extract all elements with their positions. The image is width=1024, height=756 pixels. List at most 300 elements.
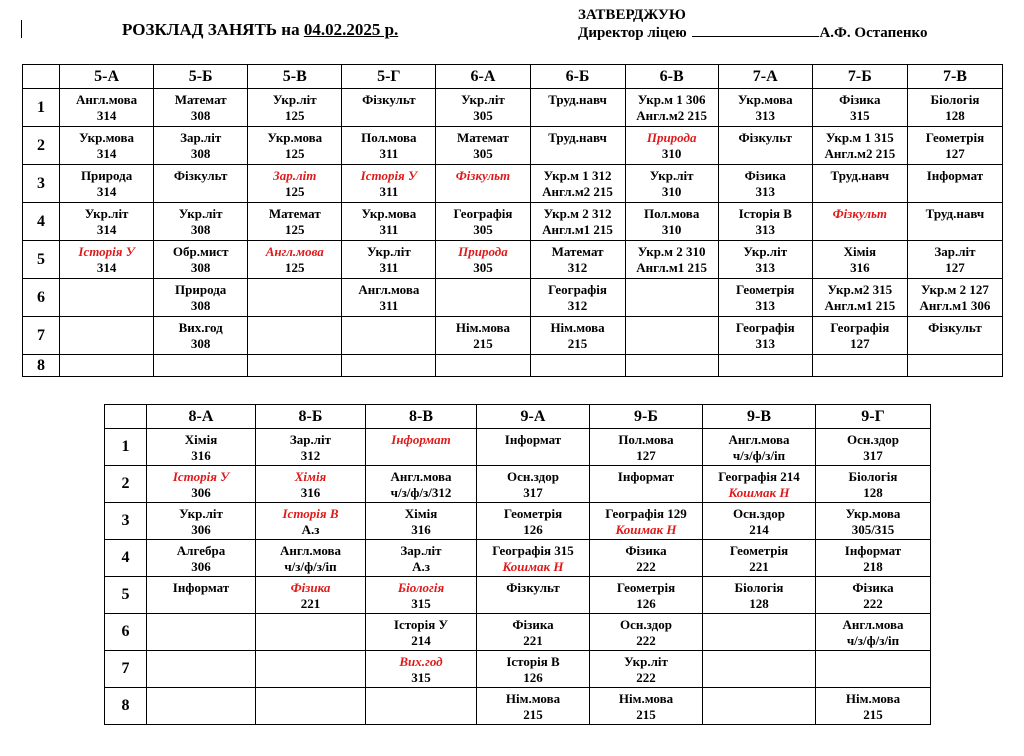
lesson-cell [248, 279, 342, 317]
lesson-cell [816, 540, 931, 577]
room-text: 222 [863, 596, 883, 611]
room-text: 311 [379, 298, 399, 313]
lesson-cell [60, 127, 154, 165]
lesson-cell [907, 279, 1002, 317]
lesson-cell [477, 429, 590, 466]
lesson-row [105, 429, 931, 466]
lesson-cell [907, 241, 1002, 279]
corner-cell [105, 405, 147, 429]
subject-text: Нім.мова [505, 691, 561, 706]
subject-text: Англ.мова [76, 92, 138, 107]
lesson-row [23, 127, 1003, 165]
room-text: 128 [749, 596, 769, 611]
lesson-cell [530, 241, 625, 279]
lesson-cell [342, 127, 436, 165]
room-text: 317 [863, 448, 883, 463]
room-text: 305 [473, 260, 493, 275]
lesson-cell [154, 317, 248, 355]
subject-text: Осн.здор [507, 469, 559, 484]
lesson-cell [590, 577, 703, 614]
room-text: 311 [379, 184, 399, 199]
lesson-cell [248, 355, 342, 377]
lesson-cell [907, 355, 1002, 377]
room-text: 314 [96, 184, 117, 199]
room-text: 310 [661, 184, 682, 199]
lesson-cell [625, 165, 718, 203]
room-text: 316 [411, 522, 431, 537]
signature-line [692, 24, 819, 37]
subject-text: Природа [458, 244, 508, 259]
subject-text: Пол.мова [643, 206, 700, 221]
subject-text: Фізкульт [362, 92, 416, 107]
subject-text: Математ [457, 130, 509, 145]
lesson-cell [147, 688, 256, 725]
subject-text: Фізика [839, 92, 881, 107]
subject-text: Зар.літ [273, 168, 317, 183]
room-text: А.з [412, 559, 430, 574]
lesson-number: 7 [105, 651, 147, 688]
lesson-row [23, 279, 1003, 317]
lesson-cell [625, 355, 718, 377]
subject-text: Труд.навч [548, 130, 607, 145]
subject-text: Географія [453, 206, 513, 221]
lesson-cell [256, 540, 366, 577]
subject-text: Історія У [78, 244, 135, 259]
lesson-cell [625, 241, 718, 279]
subject-text: Укр.м 1 312 [543, 168, 612, 183]
subject-text: Математ [551, 244, 604, 259]
lesson-cell [60, 203, 154, 241]
room-text: 125 [285, 108, 305, 123]
room-text: 214 [411, 633, 431, 648]
lesson-cell [812, 127, 907, 165]
subject-text: Зар.літ [180, 130, 222, 145]
room-text: 314 [96, 108, 117, 123]
room-text: 315 [411, 596, 431, 611]
lesson-row [105, 540, 931, 577]
lesson-row [23, 165, 1003, 203]
lesson-cell [477, 540, 590, 577]
lesson-cell [147, 429, 256, 466]
class-header: 6-В [625, 65, 718, 89]
lesson-cell [625, 317, 718, 355]
lesson-cell [147, 540, 256, 577]
subject-text: Природа [646, 130, 697, 145]
subject-text: Фізкульт [506, 580, 560, 595]
room-text: 215 [523, 707, 543, 722]
lesson-cell [154, 241, 248, 279]
lesson-cell [816, 614, 931, 651]
lesson-cell [477, 688, 590, 725]
subject-text: Нім.мова [618, 691, 674, 706]
subject-text: Укр.літ [461, 92, 505, 107]
subject-text: Геометрія [503, 506, 563, 521]
subject-text: Англ.мова [390, 469, 452, 484]
director-label: Директор ліцею [578, 25, 687, 41]
lesson-cell [248, 165, 342, 203]
subject-text: Географія 315 [492, 543, 574, 558]
room-text: 126 [523, 670, 543, 685]
director-name: А.Ф. Остапенко [819, 25, 928, 41]
room-text: 214 [749, 522, 769, 537]
lesson-cell [812, 279, 907, 317]
subject-text: Історія У [393, 617, 449, 632]
lesson-cell [60, 165, 154, 203]
class-header: 5-Г [342, 65, 436, 89]
lesson-row [23, 89, 1003, 127]
subject-text: Біологія [848, 469, 898, 484]
room-text: 215 [636, 707, 656, 722]
schedule-table-grades-5-7 [22, 64, 1003, 377]
room-text: Кошмак Н [615, 522, 677, 537]
lesson-number: 4 [105, 540, 147, 577]
lesson-cell [816, 688, 931, 725]
subject-text: Геометрія [736, 282, 795, 297]
lesson-cell [718, 89, 812, 127]
class-header: 6-Б [530, 65, 625, 89]
lesson-cell [907, 317, 1002, 355]
room-text: Англ.м1 215 [824, 298, 896, 313]
lesson-cell [625, 203, 718, 241]
class-header: 9-А [477, 405, 590, 429]
subject-text: Історія У [360, 168, 418, 183]
subject-text: Історія В [506, 654, 560, 669]
room-text: 313 [755, 108, 775, 123]
subject-text: Вих.год [178, 320, 223, 335]
lesson-cell [703, 688, 816, 725]
room-text: 313 [755, 336, 775, 351]
subject-text: Історія В [282, 506, 339, 521]
schedule-date: 04.02.2025 р. [303, 20, 399, 39]
subject-text: Біологія [734, 580, 784, 595]
lesson-cell [366, 466, 477, 503]
lesson-cell [718, 203, 812, 241]
lesson-cell [812, 165, 907, 203]
lesson-cell [256, 688, 366, 725]
lesson-number: 5 [105, 577, 147, 614]
room-text: 221 [300, 596, 321, 611]
room-text: 222 [636, 559, 656, 574]
subject-text: Зар.літ [934, 244, 976, 259]
room-text: 125 [285, 184, 305, 199]
room-text: А.з [301, 522, 320, 537]
lesson-cell [248, 89, 342, 127]
lesson-cell [477, 651, 590, 688]
lesson-cell [816, 503, 931, 540]
lesson-cell [342, 355, 436, 377]
room-text: 313 [755, 260, 775, 275]
subject-text: Географія [830, 320, 890, 335]
lesson-cell [436, 317, 530, 355]
room-text: 222 [636, 670, 656, 685]
lesson-cell [590, 614, 703, 651]
room-text: Англ.м2 215 [636, 108, 708, 123]
subject-text: Укр.літ [743, 244, 788, 259]
lesson-cell [342, 165, 436, 203]
room-text: 314 [96, 146, 117, 161]
subject-text: Геометрія [925, 130, 985, 145]
room-text: 308 [190, 298, 211, 313]
lesson-number: 8 [105, 688, 147, 725]
subject-text: Інформат [844, 543, 902, 558]
subject-text: Фізика [744, 168, 786, 183]
subject-text: Математ [268, 206, 321, 221]
lesson-row [105, 614, 931, 651]
lesson-cell [248, 241, 342, 279]
lesson-cell [703, 466, 816, 503]
room-text: ч/з/ф/з/іп [846, 633, 900, 648]
lesson-cell [816, 466, 931, 503]
subject-text: Труд.навч [925, 206, 985, 221]
subject-text: Осн.здор [620, 617, 672, 632]
lesson-cell [248, 317, 342, 355]
subject-text: Фізика [852, 580, 894, 595]
lesson-cell [248, 203, 342, 241]
subject-text: Укр.м 2 312 [543, 206, 612, 221]
class-header: 9-В [703, 405, 816, 429]
subject-text: Математ [174, 92, 227, 107]
room-text: 305 [473, 146, 493, 161]
lesson-number: 3 [23, 165, 60, 203]
subject-text: Укр.мова [737, 92, 793, 107]
subject-text: Фізкульт [832, 206, 888, 221]
lesson-cell [530, 165, 625, 203]
lesson-cell [436, 241, 530, 279]
lesson-cell [812, 89, 907, 127]
subject-text: Англ.мова [265, 244, 324, 259]
subject-text: Англ.мова [279, 543, 342, 558]
lesson-cell [436, 279, 530, 317]
room-text: 305 [473, 108, 493, 123]
subject-text: Хімія [404, 506, 438, 521]
subject-text: Обр.мист [172, 244, 229, 259]
subject-text: Укр.мова [845, 506, 901, 521]
lesson-cell [625, 89, 718, 127]
lesson-cell [590, 540, 703, 577]
lesson-cell [907, 165, 1002, 203]
lesson-cell [366, 429, 477, 466]
room-text: 313 [755, 222, 775, 237]
class-header: 8-А [147, 405, 256, 429]
room-text: 313 [755, 184, 775, 199]
class-header: 6-А [436, 65, 530, 89]
room-text: 218 [863, 559, 883, 574]
lesson-row [105, 651, 931, 688]
room-text: 305 [473, 222, 493, 237]
lesson-cell [590, 466, 703, 503]
class-header: 9-Г [816, 405, 931, 429]
room-text: 314 [96, 260, 117, 275]
subject-text: Вих.год [399, 654, 443, 669]
lesson-cell [530, 89, 625, 127]
subject-text: Інформат [926, 168, 984, 183]
lesson-cell [703, 503, 816, 540]
lesson-number: 4 [23, 203, 60, 241]
room-text: 127 [945, 260, 965, 275]
room-text: 128 [945, 108, 965, 123]
room-text: 215 [863, 707, 883, 722]
lesson-row [23, 241, 1003, 279]
lesson-number: 6 [23, 279, 60, 317]
subject-text: Укр.м 2 127 [921, 282, 989, 297]
subject-text: Укр.літ [84, 206, 129, 221]
subject-text: Англ.мова [842, 617, 904, 632]
lesson-number: 6 [105, 614, 147, 651]
lesson-number: 8 [23, 355, 60, 377]
corner-cell [23, 65, 60, 89]
schedule-table-grades-8-9 [104, 404, 931, 725]
subject-text: Фізкульт [173, 168, 228, 183]
lesson-cell [530, 127, 625, 165]
subject-text: Укр.літ [178, 206, 223, 221]
lesson-cell [530, 317, 625, 355]
lesson-cell [147, 577, 256, 614]
subject-text: Осн.здор [733, 506, 785, 521]
room-text: Англ.м2 215 [824, 146, 896, 161]
lesson-cell [718, 165, 812, 203]
room-text: 315 [850, 108, 870, 123]
lesson-cell [342, 317, 436, 355]
subject-text: Хімія [843, 244, 877, 259]
lesson-cell [436, 127, 530, 165]
lesson-cell [342, 241, 436, 279]
subject-text: Зар.літ [400, 543, 442, 558]
lesson-cell [436, 89, 530, 127]
subject-text: Укр.м 1 306 [637, 92, 706, 107]
subject-text: Географія 214 [718, 469, 800, 484]
lesson-row [23, 355, 1003, 377]
subject-text: Укр.літ [624, 654, 668, 669]
room-text: Англ.м1 215 [636, 260, 708, 275]
room-text: 125 [285, 260, 305, 275]
lesson-cell [907, 203, 1002, 241]
lesson-cell [812, 355, 907, 377]
lesson-row [23, 317, 1003, 355]
subject-text: Географія [548, 282, 607, 297]
lesson-cell [625, 279, 718, 317]
lesson-cell [477, 614, 590, 651]
subject-text: Укр.літ [179, 506, 223, 521]
lesson-cell [718, 317, 812, 355]
lesson-cell [436, 203, 530, 241]
subject-text: Природа [80, 168, 133, 183]
room-text: 125 [285, 146, 305, 161]
approval-block [578, 6, 928, 42]
lesson-cell [256, 466, 366, 503]
lesson-cell [154, 89, 248, 127]
room-text: 305/315 [851, 522, 895, 537]
room-text: 127 [945, 146, 965, 161]
class-header: 5-А [60, 65, 154, 89]
lesson-cell [625, 127, 718, 165]
subject-text: Укр.мова [267, 130, 323, 145]
room-text: 312 [567, 298, 588, 313]
lesson-cell [812, 241, 907, 279]
lesson-cell [703, 614, 816, 651]
lesson-cell [703, 577, 816, 614]
room-text: 126 [523, 522, 543, 537]
lesson-cell [256, 577, 366, 614]
lesson-cell [718, 355, 812, 377]
room-text: ч/з/ф/з/312 [390, 485, 452, 500]
lesson-cell [436, 165, 530, 203]
lesson-cell [816, 651, 931, 688]
room-text: 128 [863, 485, 883, 500]
subject-text: Укр.м2 315 [827, 282, 893, 297]
lesson-row [105, 577, 931, 614]
lesson-cell [530, 279, 625, 317]
subject-text: Укр.літ [272, 92, 317, 107]
room-text: 311 [379, 222, 399, 237]
room-text: 127 [636, 448, 656, 463]
lesson-cell [812, 317, 907, 355]
lesson-cell [718, 279, 812, 317]
room-text: ч/з/ф/з/іп [732, 448, 786, 463]
room-text: 311 [379, 146, 399, 161]
lesson-cell [703, 429, 816, 466]
room-text: 315 [411, 670, 431, 685]
lesson-cell [530, 203, 625, 241]
room-text: 125 [285, 222, 305, 237]
subject-text: Нім.мова [455, 320, 511, 335]
subject-text: Пол.мова [361, 130, 417, 145]
lesson-cell [436, 355, 530, 377]
lesson-cell [366, 651, 477, 688]
lesson-row [23, 203, 1003, 241]
class-header: 7-А [718, 65, 812, 89]
subject-text: Хімія [184, 432, 218, 447]
lesson-cell [342, 279, 436, 317]
subject-text: Біологія [930, 92, 980, 107]
subject-text: Хімія [294, 469, 327, 484]
lesson-cell [816, 429, 931, 466]
lesson-cell [718, 127, 812, 165]
subject-text: Фізика [290, 580, 331, 595]
room-text: 308 [190, 108, 211, 123]
subject-text: Географія [735, 320, 795, 335]
lesson-cell [907, 127, 1002, 165]
subject-text: Зар.літ [289, 432, 332, 447]
room-text: 306 [191, 559, 211, 574]
room-text: 222 [636, 633, 656, 648]
room-text: 126 [636, 596, 656, 611]
lesson-cell [907, 89, 1002, 127]
lesson-cell [154, 165, 248, 203]
room-text: Англ.м2 215 [542, 184, 613, 199]
subject-text: Біологія [397, 580, 445, 595]
subject-text: Історія В [738, 206, 792, 221]
room-text: Кошмак Н [728, 485, 790, 500]
lesson-cell [154, 355, 248, 377]
room-text: 308 [190, 146, 211, 161]
room-text: 312 [567, 260, 588, 275]
subject-text: Укр.мова [79, 130, 134, 145]
room-text: 308 [190, 260, 211, 275]
lesson-cell [366, 577, 477, 614]
room-text: 312 [300, 448, 321, 463]
lesson-number: 1 [23, 89, 60, 127]
lesson-cell [256, 651, 366, 688]
room-text: 308 [190, 336, 211, 351]
lesson-cell [366, 614, 477, 651]
subject-text: Укр.літ [366, 244, 411, 259]
class-header: 5-В [248, 65, 342, 89]
lesson-cell [147, 614, 256, 651]
subject-text: Укр.мова [361, 206, 417, 221]
subject-text: Геометрія [616, 580, 676, 595]
lesson-number: 7 [23, 317, 60, 355]
lesson-cell [477, 577, 590, 614]
